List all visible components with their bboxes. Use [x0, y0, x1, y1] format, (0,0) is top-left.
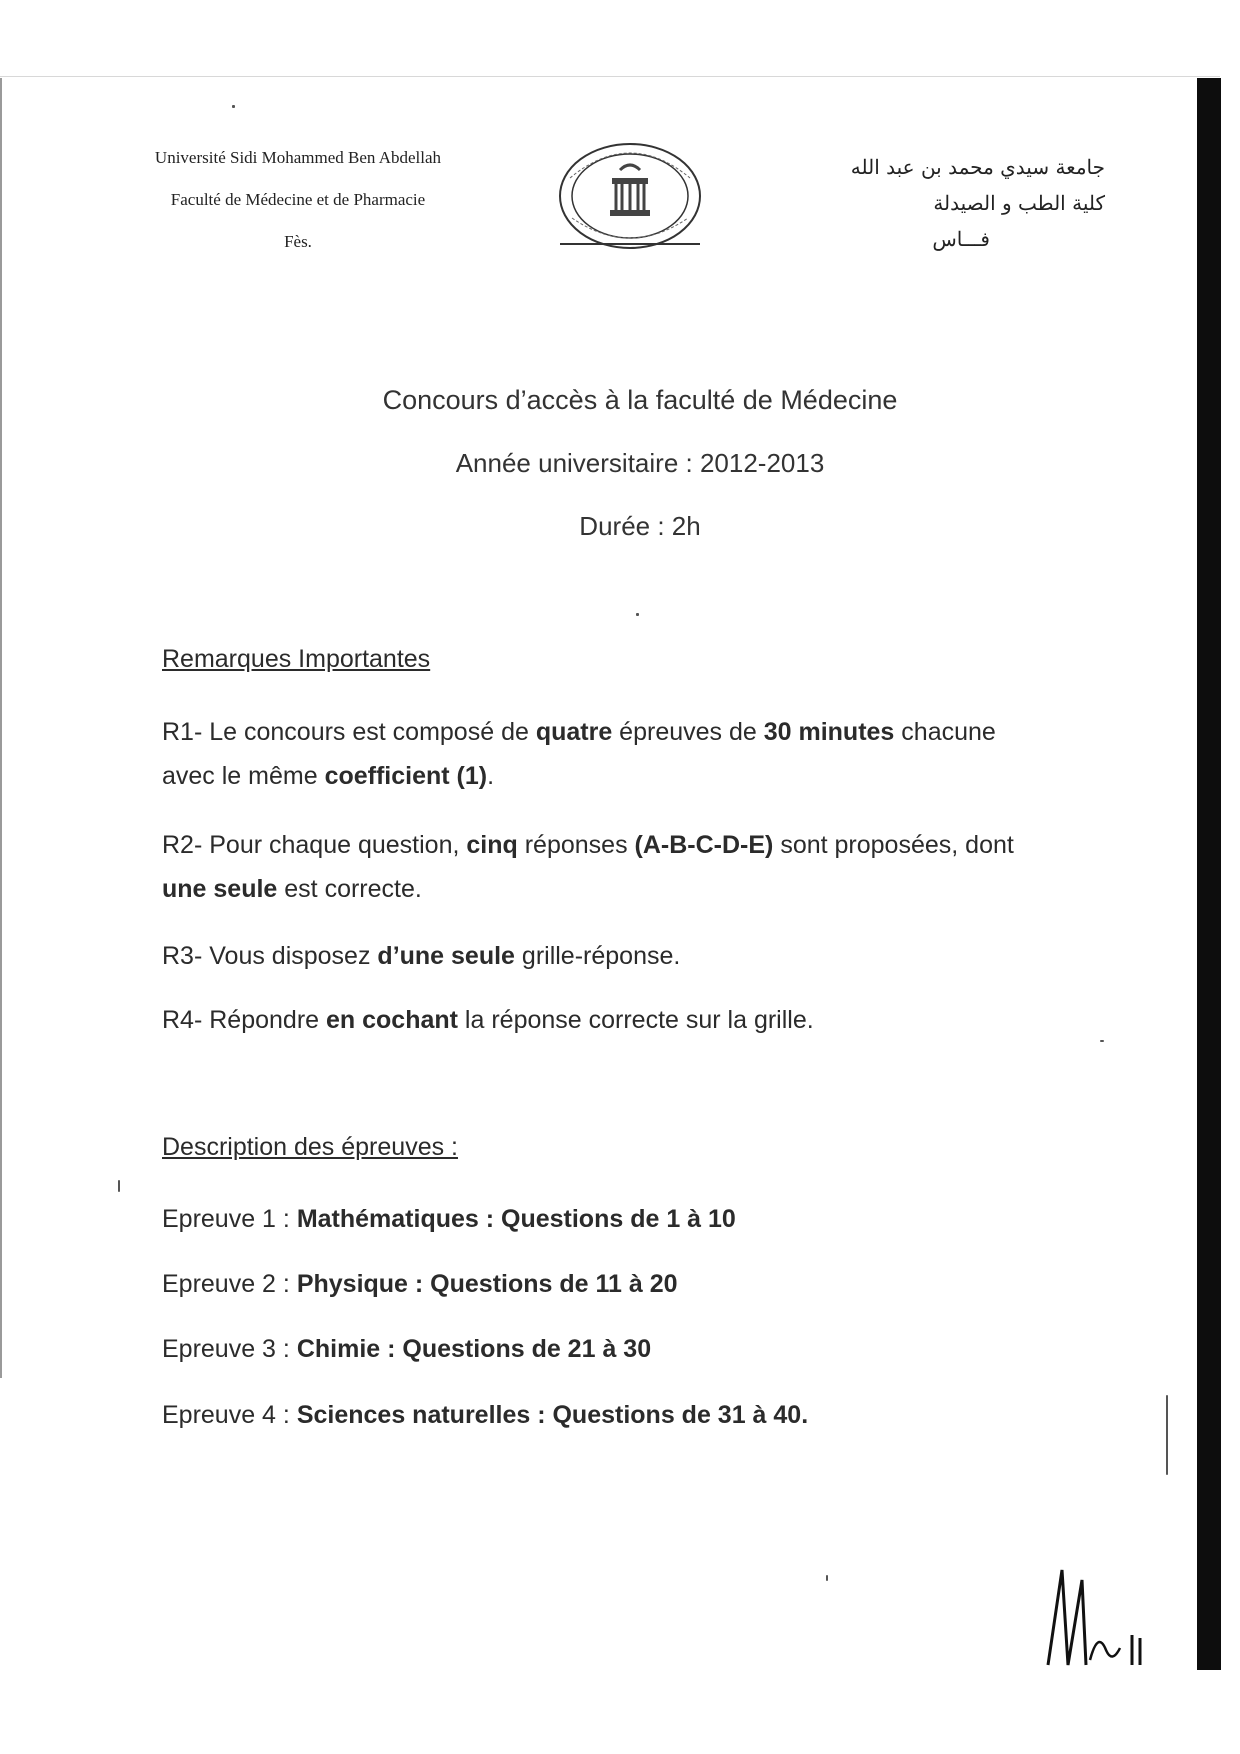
epreuve-3	[162, 1327, 1042, 1371]
remark-text: réponses	[517, 831, 635, 859]
faculty-name: Faculté de Médecine et de Pharmacie	[170, 190, 426, 209]
remark-r3	[162, 934, 1042, 978]
epreuve-text: Chimie : Questions de 21 à 30	[296, 1335, 652, 1363]
city-name: Fès.	[284, 232, 312, 251]
exam-duration: Durée : 2h	[579, 511, 701, 541]
remark-bold: une seule	[162, 875, 278, 903]
epreuve-text: Sciences naturelles : Questions de 31 à 40.	[296, 1401, 809, 1429]
remark-text: est correcte.	[277, 875, 422, 903]
header-left-block	[98, 148, 498, 274]
exam-title: Concours d’accès à la faculté de Médecine	[382, 385, 898, 415]
remark-label: R2-	[162, 831, 203, 859]
academic-year: Année universitaire : 2012-2013	[455, 448, 825, 478]
remark-text: Pour chaque question,	[202, 831, 467, 859]
scan-speck	[1100, 1040, 1104, 1042]
remark-r2	[162, 823, 1042, 911]
epreuve-2	[162, 1262, 1042, 1306]
remark-r1	[162, 710, 1042, 798]
scan-left-edge	[0, 78, 2, 1378]
university-name-arabic: جامعة سيدي محمد بن عبد الله	[850, 155, 1105, 179]
scan-speck	[232, 105, 235, 108]
handwritten-signature-icon	[1040, 1560, 1170, 1670]
faculty-seal-icon	[550, 138, 710, 260]
remark-bold: quatre	[535, 718, 613, 746]
scan-speck	[118, 1180, 120, 1192]
epreuve-label: Epreuve 4 :	[162, 1401, 297, 1429]
remark-bold: coefficient (1)	[324, 762, 488, 790]
epreuve-4	[162, 1393, 1042, 1437]
epreuve-text: Physique : Questions de 11 à 20	[296, 1270, 678, 1298]
remark-label: R1-	[162, 718, 203, 746]
epreuve-text: Mathématiques : Questions de 1 à 10	[296, 1205, 736, 1233]
remark-label: R4-	[162, 1006, 203, 1034]
remark-bold: d’une seule	[377, 942, 515, 970]
remark-bold: cinq	[466, 831, 518, 859]
remark-text: Vous disposez	[202, 942, 378, 970]
scan-speck	[636, 613, 639, 616]
description-heading: Description des épreuves :	[162, 1133, 458, 1161]
header-right-block	[735, 155, 1105, 263]
epreuve-1	[162, 1197, 1042, 1241]
remark-bold: en cochant	[326, 1006, 458, 1034]
scan-speck	[826, 1575, 828, 1581]
scan-speck	[1166, 1395, 1168, 1475]
scan-top-rule	[0, 76, 1220, 77]
city-name-arabic: فـــاس	[932, 227, 990, 251]
remark-text: sont proposées, dont	[773, 831, 1014, 859]
exam-titles	[330, 385, 950, 542]
remark-text: chacune avec le même	[162, 718, 996, 790]
remark-text: Le concours est composé de	[202, 718, 536, 746]
epreuve-label: Epreuve 1 :	[162, 1205, 297, 1233]
remark-text: la réponse correcte sur la grille.	[457, 1006, 814, 1034]
remark-text: épreuves de	[612, 718, 764, 746]
remark-bold: 30 minutes	[763, 718, 895, 746]
scan-right-edge	[1197, 78, 1221, 1670]
university-name: Université Sidi Mohammed Ben Abdellah	[154, 148, 442, 167]
remark-label: R3-	[162, 942, 203, 970]
remarks-heading: Remarques Importantes	[162, 645, 431, 673]
epreuve-label: Epreuve 2 :	[162, 1270, 297, 1298]
faculty-name-arabic: كلية الطب و الصيدلة	[933, 191, 1105, 215]
remark-text: Répondre	[202, 1006, 326, 1034]
epreuve-label: Epreuve 3 :	[162, 1335, 297, 1363]
remark-text: grille-réponse.	[514, 942, 681, 970]
remark-bold: (A-B-C-D-E)	[634, 831, 774, 859]
remark-text: .	[487, 762, 495, 790]
remark-r4	[162, 998, 1042, 1042]
